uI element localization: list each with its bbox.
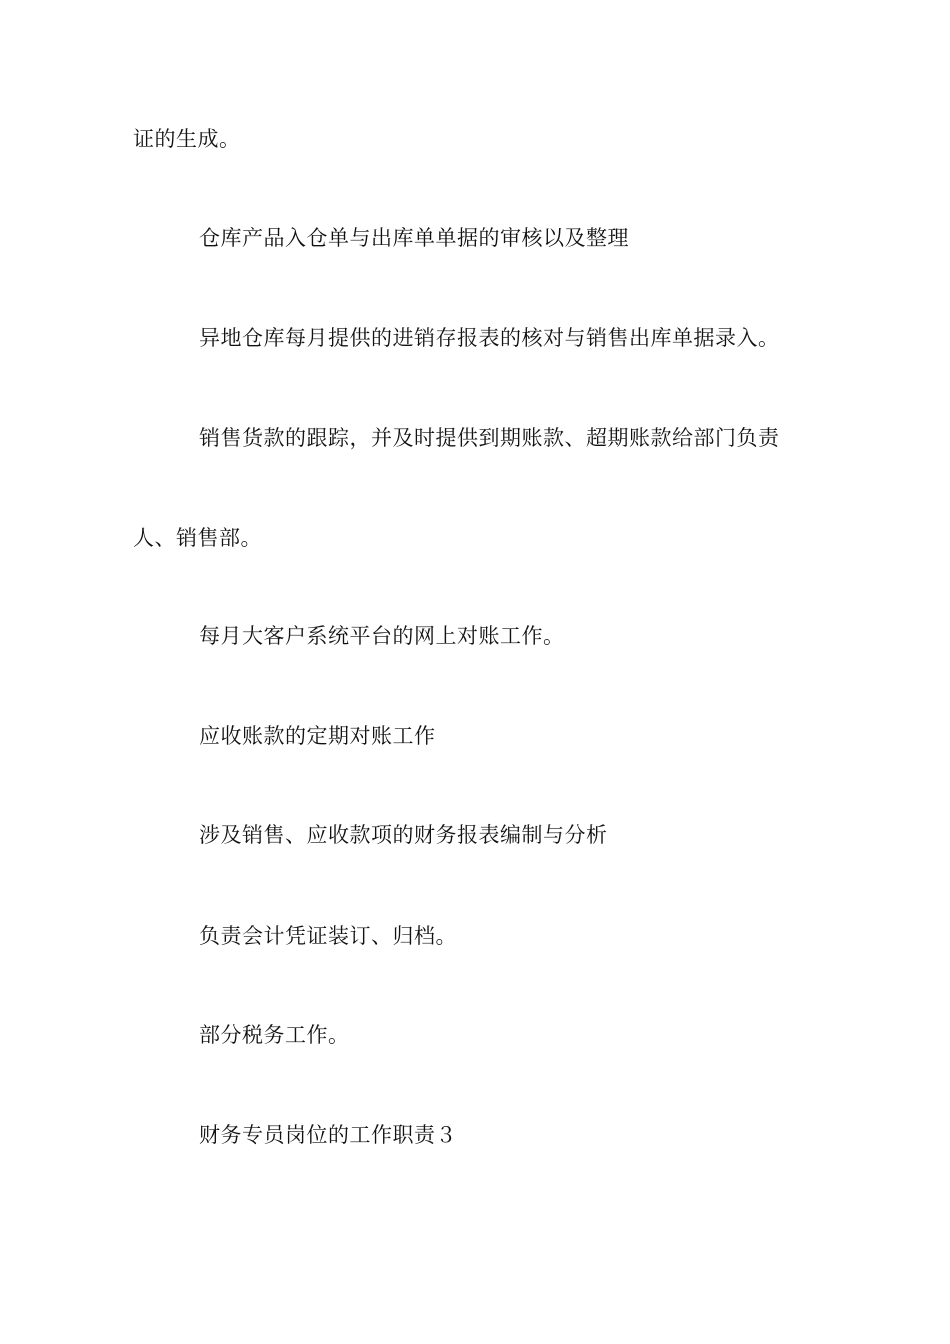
paragraph-line-online-reconciliation: 每月大客户系统平台的网上对账工作。: [199, 624, 565, 648]
paragraph-line-voucher-binding: 负责会计凭证装订、归档。: [199, 924, 457, 948]
paragraph-line-warehouse-review: 仓库产品入仓单与出库单单据的审核以及整理: [199, 226, 629, 250]
paragraph-line-inventory-report: 异地仓库每月提供的进销存报表的核对与销售出库单据录入。: [199, 326, 780, 350]
paragraph-line-payment-tracking: 销售货款的跟踪，并及时提供到期账款、超期账款给部门负责: [199, 426, 780, 450]
paragraph-line-financial-reports: 涉及销售、应收款项的财务报表编制与分析: [199, 823, 608, 847]
paragraph-line-tax-work: 部分税务工作。: [199, 1023, 350, 1047]
paragraph-line-payment-tracking-cont: 人、销售部。: [133, 526, 262, 550]
section-heading: 财务专员岗位的工作职责３: [199, 1123, 457, 1147]
paragraph-line-continuation: 证的生成。: [133, 127, 241, 151]
paragraph-line-receivables-reconciliation: 应收账款的定期对账工作: [199, 724, 436, 748]
